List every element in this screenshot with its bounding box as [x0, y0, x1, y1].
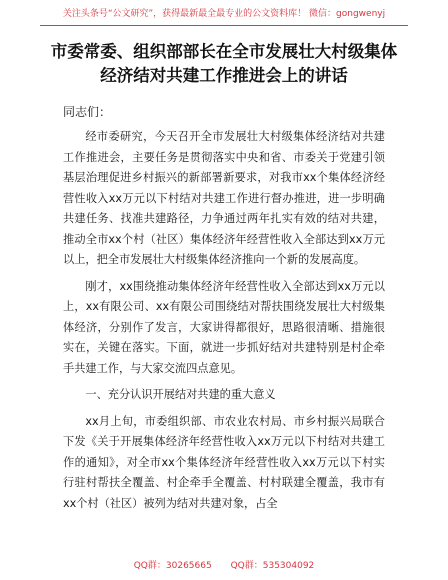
body-paragraph-1: 经市委研究，今天召开全市发展壮大村级集体经济结对共建工作推进会，主要任务是贯彻落实中央和省、市委关于党建引领基层治理促进乡村振兴的新部署新要求，对我市xx个集体经济经营性收入xx万元以下村结对共建工作进行督办推进，进一步明确共建任务、找准共建路径，力争通过两年扎实有效的结对共建，推动全市xx个村（社区）集体经济年经营性收入全部达到xx万元以上，把全市发展壮大村级集体经济推向一个新的发展高度。	[63, 130, 385, 266]
salutation: 同志们：	[63, 105, 112, 119]
body-paragraph-2: 刚才，xx围绕推动集体经济年经营性收入全部达到xx万元以上，xx有限公司、xx有限公司围绕结对帮扶围绕发展壮大村级集体经济，分别作了发言，大家讲得都很好，思路很清晰、措施很实在，关键在落实。下面，就进一步抓好结对共建特别是村企牵手共建工作，与大家交流四点意见。	[63, 279, 385, 375]
section-heading: 一、充分认识开展结对共建的重大意义	[85, 388, 276, 401]
footer-contact	[0, 558, 448, 571]
document-body	[63, 127, 385, 520]
footer-qq-group-1: QQ群：30265665	[133, 561, 212, 571]
header-banner: 关注头条号“公文研究”，获得最新最全最专业的公文资料库！ 微信：gongwenyj	[62, 9, 386, 19]
section-paragraph-1: xx月上旬，市委组织部、市农业农村局、市乡村振兴局联合下发《关于开展集体经济年经营性收入xx万元以下村结对共建工作的通知》，对全市xx个集体经济年经营性收入xx万元以下村实行驻村帮扶全覆盖、村企牵手全覆盖、村村联建全覆盖，我市有xx个村（社区）被列为结对共建对象，占全	[63, 414, 385, 510]
footer-qq-group-2: QQ群：535304092	[230, 561, 315, 571]
document-title: 市委常委、组织部部长在全市发展壮大村级集体经济结对共建工作推进会上的讲话	[50, 42, 398, 85]
header-divider	[40, 25, 408, 26]
